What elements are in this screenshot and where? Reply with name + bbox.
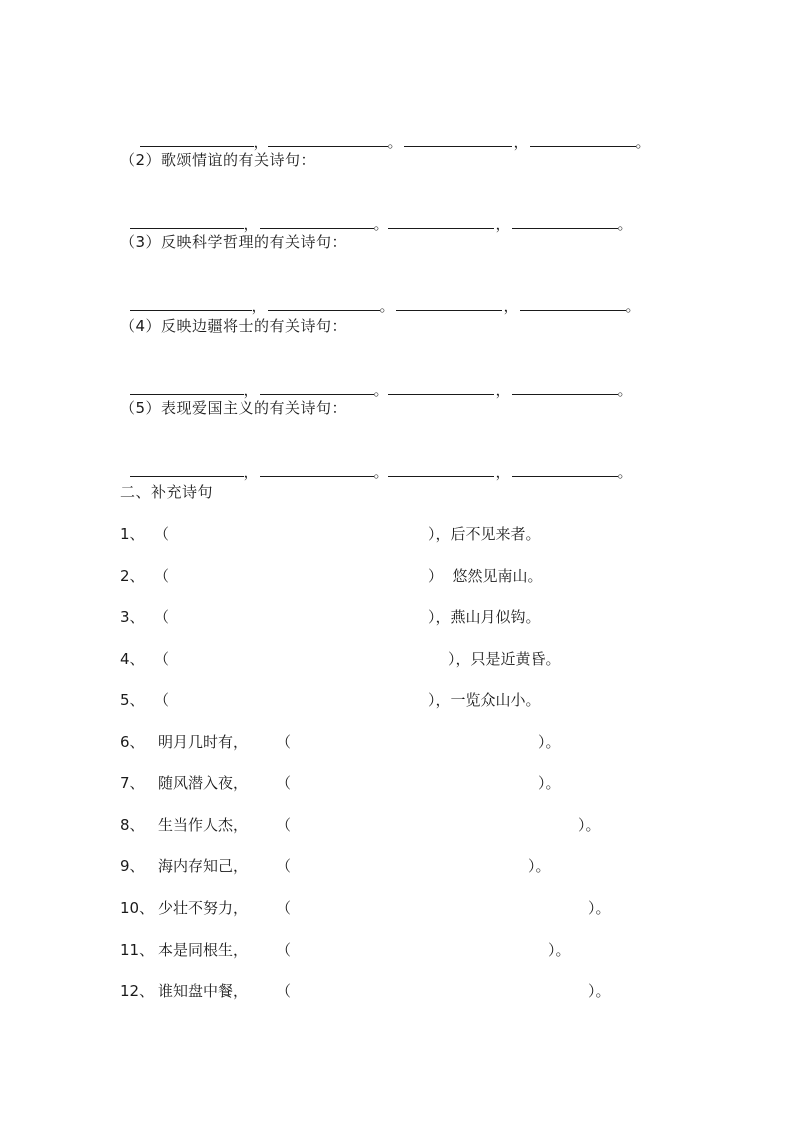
period: 。 (379, 297, 395, 315)
item-tail: ）。 (538, 733, 561, 751)
open-paren: （ (154, 691, 170, 709)
comma: ， (251, 297, 267, 315)
list-item-9 (0, 856, 794, 876)
blank-field[interactable] (512, 382, 618, 395)
list-item-3 (0, 607, 794, 627)
item-text: 谁知盘中餐， (158, 982, 249, 1000)
blank-field[interactable] (530, 134, 636, 147)
item-number: 11、 (120, 941, 155, 959)
answer-blank[interactable] (296, 981, 582, 999)
prompt-4: （4）反映边疆将士的有关诗句： (120, 317, 348, 335)
answer-blank[interactable] (296, 940, 542, 958)
blank-field[interactable] (130, 464, 244, 477)
blank-field[interactable] (268, 134, 388, 147)
open-paren: （ (154, 567, 170, 585)
item-tail: ），后不见来者。 (428, 525, 541, 543)
open-paren: （ (276, 816, 292, 834)
comma: ， (495, 463, 511, 481)
answer-blank[interactable] (296, 898, 582, 916)
item-number: 10、 (120, 899, 155, 917)
blank-field[interactable] (130, 382, 244, 395)
period: 。 (635, 133, 651, 151)
blank-row-1 (120, 194, 633, 233)
answer-blank[interactable] (296, 773, 532, 791)
blank-field[interactable] (512, 216, 618, 229)
blank-row-0 (130, 112, 651, 151)
period: 。 (617, 215, 633, 233)
open-paren: （ (276, 982, 292, 1000)
blank-field[interactable] (130, 216, 244, 229)
list-item-7 (0, 773, 794, 793)
period: 。 (373, 381, 389, 399)
list-item-8 (0, 815, 794, 835)
answer-blank[interactable] (296, 815, 572, 833)
item-tail: ）。 (578, 816, 601, 834)
open-paren: （ (276, 899, 292, 917)
item-text: 生当作人杰， (158, 816, 249, 834)
period: 。 (625, 297, 641, 315)
blank-row-2 (120, 276, 641, 315)
period: 。 (617, 463, 633, 481)
open-paren: （ (154, 525, 170, 543)
blank-field[interactable] (140, 134, 254, 147)
item-number: 12、 (120, 982, 155, 1000)
answer-blank[interactable] (172, 524, 422, 542)
item-tail: ）。 (538, 774, 561, 792)
item-number: 1、 (120, 525, 145, 543)
list-item-4 (0, 649, 794, 669)
blank-field[interactable] (260, 464, 374, 477)
list-item-1 (0, 524, 794, 544)
blank-field[interactable] (404, 134, 512, 147)
prompt-2: （2）歌颂情谊的有关诗句： (120, 151, 317, 169)
comma: ， (253, 133, 269, 151)
item-text: 明月几时有， (158, 733, 249, 751)
comma: ， (495, 381, 511, 399)
open-paren: （ (276, 941, 292, 959)
item-number: 5、 (120, 691, 145, 709)
item-text: 海内存知己， (158, 857, 249, 875)
answer-blank[interactable] (172, 690, 422, 708)
period: 。 (373, 463, 389, 481)
blank-row-4 (120, 442, 633, 481)
answer-blank[interactable] (296, 732, 532, 750)
item-number: 3、 (120, 608, 145, 626)
item-tail: ）。 (528, 857, 551, 875)
item-tail: ），一览众山小。 (428, 691, 541, 709)
comma: ， (243, 463, 259, 481)
open-paren: （ (154, 650, 170, 668)
blank-row-3 (120, 360, 633, 399)
comma: ， (243, 381, 259, 399)
open-paren: （ (276, 774, 292, 792)
period: 。 (387, 133, 403, 151)
item-tail: ），只是近黄昏。 (448, 650, 561, 668)
item-number: 6、 (120, 733, 145, 751)
comma: ， (243, 215, 259, 233)
prompt-5: （5）表现爱国主义的有关诗句： (120, 399, 348, 417)
answer-blank[interactable] (172, 649, 442, 667)
blank-field[interactable] (260, 382, 374, 395)
answer-blank[interactable] (172, 607, 422, 625)
item-text: 随风潜入夜， (158, 774, 249, 792)
open-paren: （ (154, 608, 170, 626)
item-tail: ），燕山月似钩。 (428, 608, 541, 626)
item-number: 2、 (120, 567, 145, 585)
list-item-5 (0, 690, 794, 710)
answer-blank[interactable] (172, 566, 422, 584)
blank-field[interactable] (130, 298, 252, 311)
section-title: 二、补充诗句 (120, 483, 214, 501)
blank-field[interactable] (512, 464, 618, 477)
blank-field[interactable] (388, 216, 494, 229)
blank-field[interactable] (260, 216, 374, 229)
blank-field[interactable] (388, 382, 494, 395)
blank-field[interactable] (396, 298, 502, 311)
period: 。 (617, 381, 633, 399)
item-number: 9、 (120, 857, 145, 875)
list-item-10 (0, 898, 794, 918)
item-tail: ）。 (588, 899, 611, 917)
item-number: 4、 (120, 650, 145, 668)
item-tail: ） 悠然见南山。 (428, 567, 543, 585)
period: 。 (373, 215, 389, 233)
comma: ， (495, 215, 511, 233)
item-text: 本是同根生， (158, 941, 249, 959)
open-paren: （ (276, 733, 292, 751)
list-item-2 (0, 566, 794, 586)
blank-field[interactable] (388, 464, 494, 477)
item-tail: ）。 (588, 982, 611, 1000)
list-item-12 (0, 981, 794, 1001)
prompt-3: （3）反映科学哲理的有关诗句： (120, 233, 348, 251)
answer-blank[interactable] (296, 856, 522, 874)
item-text: 少壮不努力， (158, 899, 249, 917)
blank-field[interactable] (520, 298, 626, 311)
list-item-11 (0, 940, 794, 960)
comma: ， (513, 133, 529, 151)
item-number: 7、 (120, 774, 145, 792)
open-paren: （ (276, 857, 292, 875)
blank-field[interactable] (268, 298, 380, 311)
item-tail: ）。 (548, 941, 571, 959)
comma: ， (503, 297, 519, 315)
item-number: 8、 (120, 816, 145, 834)
list-item-6 (0, 732, 794, 752)
